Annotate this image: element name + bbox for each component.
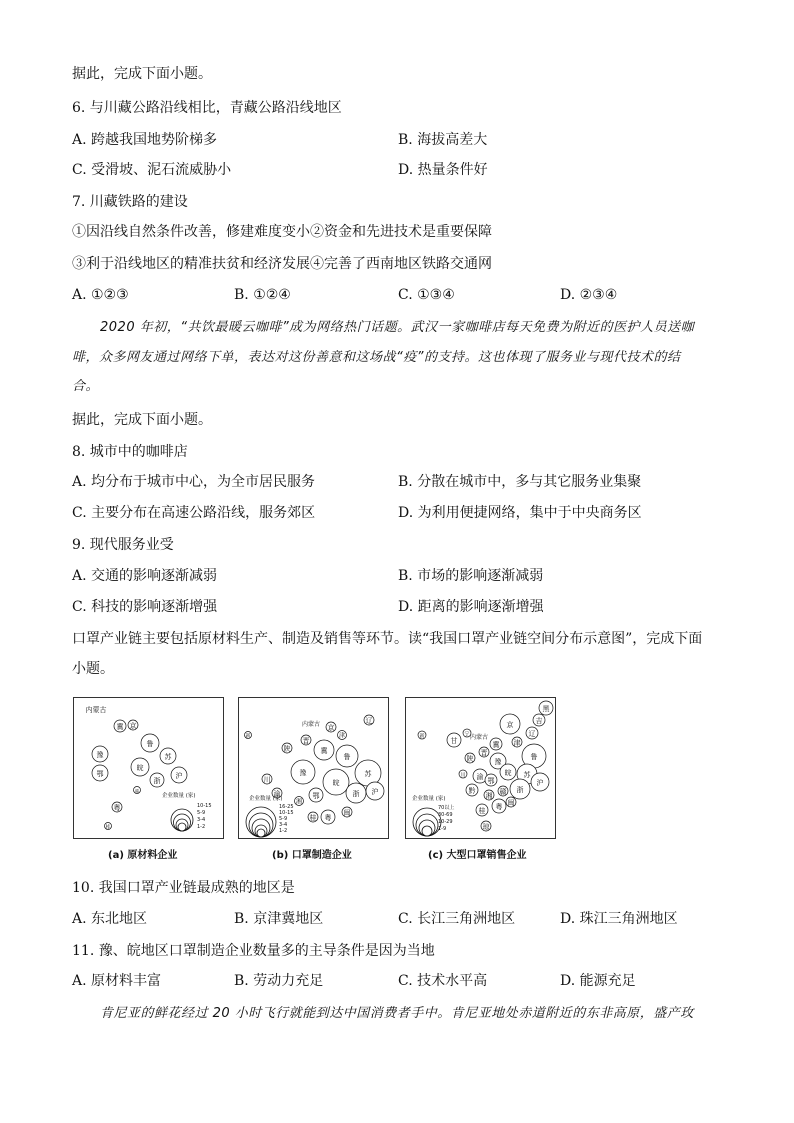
region-label: 津: [338, 732, 346, 740]
q10-option-b[interactable]: B. 京津冀地区: [234, 911, 324, 927]
legend-title: 企业数量 (家): [412, 796, 446, 802]
legend-title: 企业数量 (家): [162, 793, 196, 799]
region-label: 皖: [504, 769, 512, 777]
region-label: 鄂: [312, 792, 320, 800]
region-label: 浙: [153, 777, 161, 785]
mask-manufacturing-map: [239, 698, 388, 838]
region-label: 冀: [492, 741, 500, 749]
q9-option-d[interactable]: D. 距离的影响逐渐增强: [398, 599, 544, 615]
coffee-paragraph-line-1: 2020 年初，“共饮最暖云咖啡”成为网络热门话题。武汉一家咖啡店每天免费为附近的医护人员送咖: [100, 320, 695, 335]
region-label: 苏: [364, 770, 372, 778]
region-label: 粤: [324, 814, 332, 822]
region-label: 京: [129, 722, 137, 730]
legend-label: 10-15: [279, 810, 294, 816]
region-label: 沪: [371, 788, 379, 796]
region-label: 晋: [480, 749, 488, 757]
legend-label: 3-4: [197, 817, 206, 823]
q10-option-d[interactable]: D. 珠江三角洲地区: [560, 911, 678, 927]
region-label: 陕: [466, 755, 474, 763]
region-label: 黑: [542, 705, 550, 713]
region-label: 川: [263, 776, 271, 784]
region-label: 宁: [464, 731, 470, 738]
region-label: 琼: [482, 823, 490, 831]
legend-label: 10-29: [438, 819, 453, 825]
q9-option-c[interactable]: C. 科技的影响逐渐增强: [72, 599, 218, 615]
region-label: 辽: [528, 730, 536, 738]
q6-option-b[interactable]: B. 海拔高差大: [398, 132, 488, 148]
intro-text-2: 据此，完成下面小题。: [72, 412, 212, 428]
question-9: 9. 现代服务业受: [72, 537, 174, 553]
question-10: 10. 我国口罩产业链最成熟的地区是: [72, 880, 295, 896]
region-label: 鄂: [96, 770, 104, 778]
caption-mask-sales: (c) 大型口罩销售企业: [428, 850, 527, 861]
region-label: 黔: [468, 787, 476, 795]
region-label: 新: [419, 733, 425, 740]
figure-mask-sales: [405, 697, 556, 839]
region-label: 内蒙古: [469, 734, 489, 741]
region-label: 鲁: [530, 753, 538, 761]
caption-raw-material: (a) 原材料企业: [108, 850, 178, 861]
q6-option-d[interactable]: D. 热量条件好: [398, 162, 488, 178]
legend-title: 企业数量 (家): [249, 796, 283, 802]
region-label: 湘: [295, 798, 303, 806]
legend-label: 5-9: [279, 816, 288, 822]
q7-option-d[interactable]: D. ②③④: [560, 287, 618, 303]
q8-option-b[interactable]: B. 分散在城市中，多与其它服务业集聚: [398, 474, 642, 490]
figure-mask-manufacturing: [238, 697, 389, 839]
region-label: 京: [327, 724, 335, 732]
region-label: 渝: [273, 790, 281, 798]
question-8: 8. 城市中的咖啡店: [72, 444, 188, 460]
region-label: 浙: [352, 790, 360, 798]
q7-option-c[interactable]: C. ①③④: [398, 287, 455, 303]
region-label: 皖: [136, 764, 144, 772]
q8-option-d[interactable]: D. 为利用便捷网络，集中于中央商务区: [398, 505, 642, 521]
legend-label: 16-25: [279, 804, 294, 810]
mask-intro-line-1: 口罩产业链主要包括原材料生产、制造及销售等环节。读“我国口罩产业链空间分布示意图”，完成下面: [72, 631, 703, 647]
region-label: 沪: [175, 772, 183, 780]
region-label: 陕: [283, 745, 291, 753]
region-label: 豫: [96, 751, 104, 759]
q8-option-c[interactable]: C. 主要分布在高速公路沿线，服务郊区: [72, 505, 316, 521]
coffee-paragraph-line-2: 啡，众多网友通过网络下单，表达对这份善意和这场战“疫”的支持。这也体现了服务业与现代技术的结: [72, 350, 681, 365]
q11-option-b[interactable]: B. 劳动力充足: [234, 973, 324, 989]
region-label: 鄂: [487, 777, 495, 785]
region-label: 豫: [299, 769, 307, 777]
region-label: 鲁: [343, 753, 351, 761]
region-label: 晋: [302, 737, 310, 745]
region-label: 豫: [494, 758, 502, 766]
raw-material-map: [74, 698, 223, 838]
region-label: 京: [506, 721, 514, 729]
q7-option-b[interactable]: B. ①②④: [234, 287, 291, 303]
q11-option-c[interactable]: C. 技术水平高: [398, 973, 488, 989]
region-label: 粤: [495, 803, 503, 811]
region-label: 内蒙古: [85, 706, 107, 714]
region-label: 吉: [535, 717, 543, 725]
region-label: 桂: [478, 807, 486, 815]
mask-sales-map: [406, 698, 555, 838]
region-label: 新: [245, 733, 251, 740]
region-label: 冀: [320, 747, 328, 755]
q7-option-a[interactable]: A. ①②③: [72, 287, 129, 303]
caption-mask-manufacturing: (b) 口罩制造企业: [272, 850, 352, 861]
region-label: 赣: [135, 788, 139, 794]
region-label: 浙: [516, 786, 524, 794]
question-11: 11. 豫、皖地区口罩制造企业数量多的主导条件是因为当地: [72, 943, 435, 959]
legend-label: 1-2: [197, 824, 206, 830]
region-label: 桂: [105, 824, 111, 831]
q11-option-a[interactable]: A. 原材料丰富: [72, 973, 162, 989]
q9-option-a[interactable]: A. 交通的影响逐渐减弱: [72, 568, 218, 584]
q6-option-a[interactable]: A. 跨越我国地势阶梯多: [72, 132, 218, 148]
region-label: 皖: [332, 779, 340, 787]
region-label: 津: [513, 739, 521, 747]
q11-option-d[interactable]: D. 能源充足: [560, 973, 636, 989]
q7-statement-2: ③利于沿线地区的精准扶贫和经济发展④完善了西南地区铁路交通网: [72, 256, 492, 272]
region-label: 湘: [485, 792, 493, 800]
q9-option-b[interactable]: B. 市场的影响逐渐减弱: [398, 568, 544, 584]
region-label: 内蒙古: [301, 721, 321, 728]
legend-label: 1-2: [279, 828, 288, 834]
legend-label: 3-4: [279, 822, 288, 828]
region-label: 渝: [476, 773, 484, 781]
mask-intro-line-2: 小题。: [72, 661, 114, 677]
region-label: 闽: [343, 809, 351, 817]
kenya-paragraph: 肯尼亚的鲜花经过 20 小时飞行就能到达中国消费者手中。肯尼亚地处赤道附近的东非高原，盛产玫: [100, 1006, 694, 1021]
q10-option-c[interactable]: C. 长江三角洲地区: [398, 911, 516, 927]
legend-label: 30-69: [438, 812, 453, 818]
q7-statement-1: ①因沿线自然条件改善，修建难度变小②资金和先进技术是重要保障: [72, 224, 492, 240]
region-label: 苏: [164, 753, 172, 761]
coffee-paragraph-line-3: 合。: [72, 379, 100, 394]
region-label: 赣: [499, 788, 507, 796]
region-label: 甘: [450, 737, 458, 745]
region-label: 桂: [309, 814, 317, 822]
region-label: 粤: [113, 804, 121, 812]
region-label: 辽: [365, 717, 373, 725]
q10-option-a[interactable]: A. 东北地区: [72, 911, 148, 927]
region-label: 鲁: [146, 740, 154, 748]
question-7: 7. 川藏铁路的建设: [72, 194, 188, 210]
region-label: 川: [460, 772, 466, 779]
intro-text-1: 据此，完成下面小题。: [72, 66, 212, 82]
legend-label: 70以上: [438, 805, 455, 811]
region-label: 闽: [507, 799, 515, 807]
region-label: 冀: [116, 723, 124, 731]
legend-label: 1-9: [438, 826, 447, 832]
q8-option-a[interactable]: A. 均分布于城市中心，为全市居民服务: [72, 474, 316, 490]
q6-option-c[interactable]: C. 受滑坡、泥石流威胁小: [72, 162, 232, 178]
legend-label: 10-15: [197, 803, 212, 809]
legend-label: 5-9: [197, 810, 206, 816]
region-label: 苏: [523, 771, 531, 779]
question-6: 6. 与川藏公路沿线相比，青藏公路沿线地区: [72, 100, 342, 116]
region-label: 沪: [536, 779, 544, 787]
figure-raw-material: [73, 697, 224, 839]
